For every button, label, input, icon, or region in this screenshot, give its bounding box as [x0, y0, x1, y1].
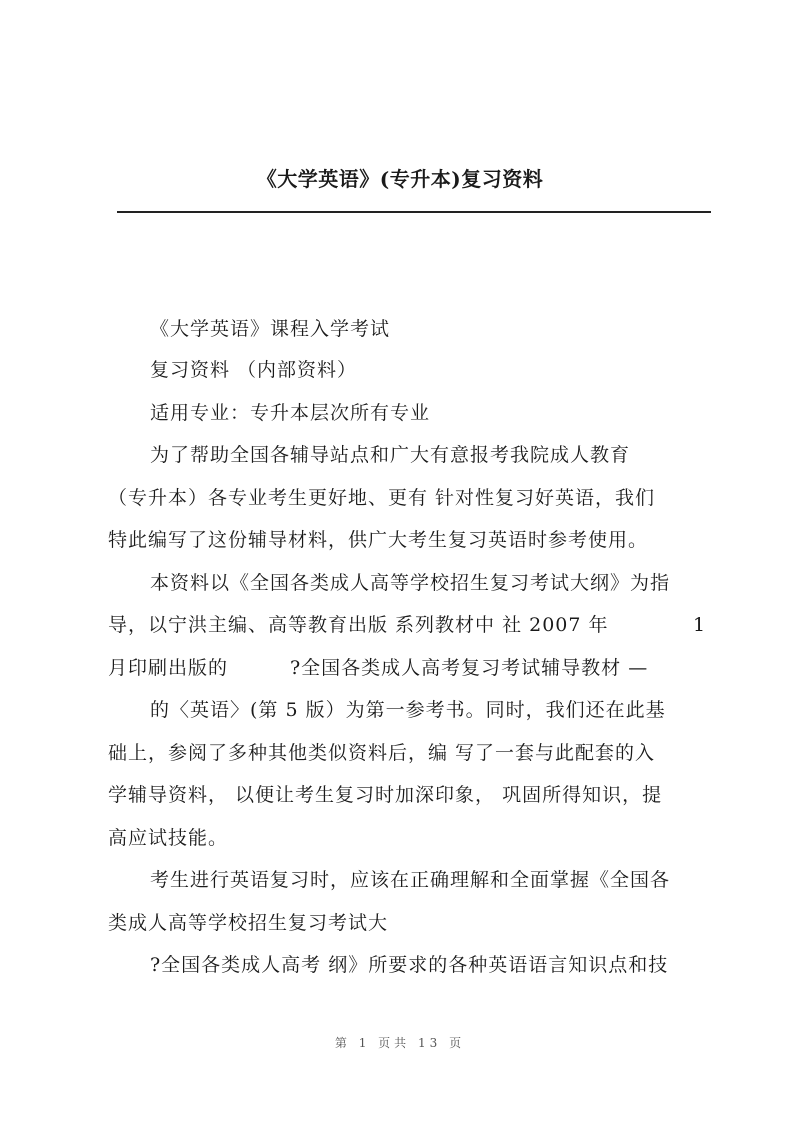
text-line: 1 [693, 614, 707, 636]
text-line: 的〈英语〉(第 5 版）为第一参考书。同时，我们还在此基 [150, 699, 666, 721]
text-line: ?全国各类成人高考复习考试辅导教材 — [290, 657, 649, 679]
page-footer: 第 1 页共 13 页 [334, 1036, 466, 1050]
text-line: 考生进行英语复习时，应该在正确理解和全面掌握《全国各 [150, 869, 671, 891]
text-line: 础上，参阅了多种其他类似资料后，编 写了一套与此配套的入 [108, 742, 656, 764]
text-line: ?全国各类成人高考 纲》所要求的各种英语语言知识点和技 [150, 954, 669, 976]
text-line: 复习资料 （内部资料） [150, 359, 358, 381]
text-line: 学辅导资料， 以便让考生复习时加深印象， 巩固所得知识，提 [108, 784, 663, 806]
title-rule [117, 211, 711, 213]
text-line: 适用专业：专升本层次所有专业 [150, 402, 431, 424]
text-line: （专升本）各专业考生更好地、更有 针对性复习好英语，我们 [108, 487, 656, 509]
document-title: 《大学英语》(专升本)复习资料 [256, 167, 544, 191]
text-line: 《大学英语》课程入学考试 [150, 318, 391, 340]
text-line: 导，以宁洪主编、高等教育出版 系列教材中 社 2007 年 [108, 614, 609, 636]
text-line: 类成人高等学校招生复习考试大 [108, 912, 389, 934]
text-line: 月印刷出版的 [108, 657, 229, 679]
text-line: 本资料以《全国各类成人高等学校招生复习考试大纲》为指 [150, 572, 671, 594]
text-line: 高应试技能。 [108, 827, 229, 849]
text-line: 为了帮助全国各辅导站点和广大有意报考我院成人教育 [150, 444, 631, 466]
text-line: 特此编写了这份辅导材料，供广大考生复习英语时参考使用。 [108, 529, 649, 551]
